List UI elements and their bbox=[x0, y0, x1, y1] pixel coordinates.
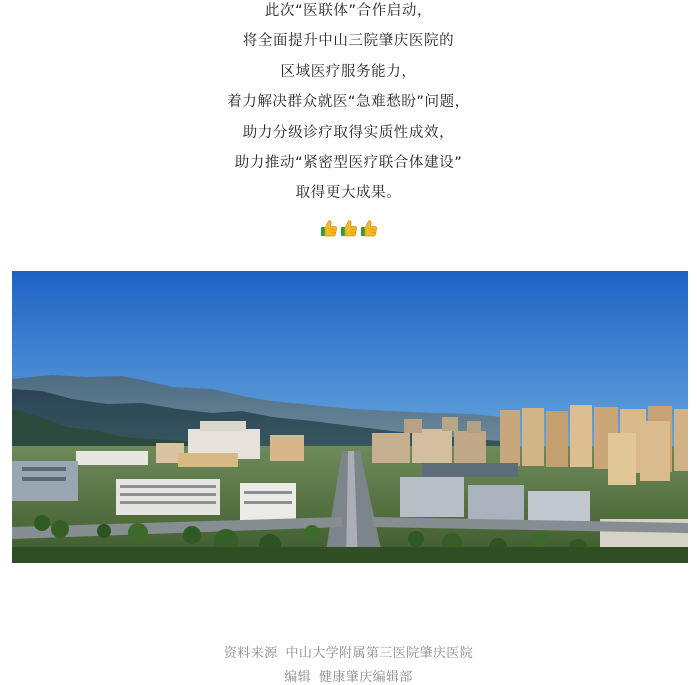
text-line: 助力推动“紧密型医疗联合体建设” bbox=[234, 154, 463, 171]
text-line: 此次“医联体”合作启动， bbox=[264, 3, 433, 19]
thumbs-up-icon bbox=[360, 219, 378, 237]
source-value: 中山大学附属第三医院肇庆医院 bbox=[285, 646, 474, 661]
editor-value: 健康肇庆编辑部 bbox=[319, 670, 413, 685]
announcement-paragraph bbox=[0, 0, 697, 209]
editor-label: 编辑 bbox=[284, 670, 311, 685]
text-line: 区域医疗服务能力， bbox=[280, 63, 417, 80]
text-line: 着力解决群众就医“急难愁盼”问题， bbox=[227, 94, 470, 111]
text-line: 取得更大成果。 bbox=[295, 185, 402, 202]
thumbs-up-icon bbox=[320, 219, 338, 237]
reaction-emoji-row bbox=[0, 219, 697, 239]
text-line: 助力分级诊疗取得实质性成效， bbox=[242, 124, 455, 141]
source-credit bbox=[0, 642, 697, 661]
aerial-city-illustration bbox=[12, 271, 688, 563]
aerial-city-photo bbox=[12, 271, 688, 563]
source-label: 资料来源 bbox=[223, 646, 278, 661]
text-line: 将全面提升中山三院肇庆医院的 bbox=[242, 33, 455, 50]
thumbs-up-icon bbox=[340, 219, 358, 237]
editor-credit bbox=[0, 666, 697, 685]
